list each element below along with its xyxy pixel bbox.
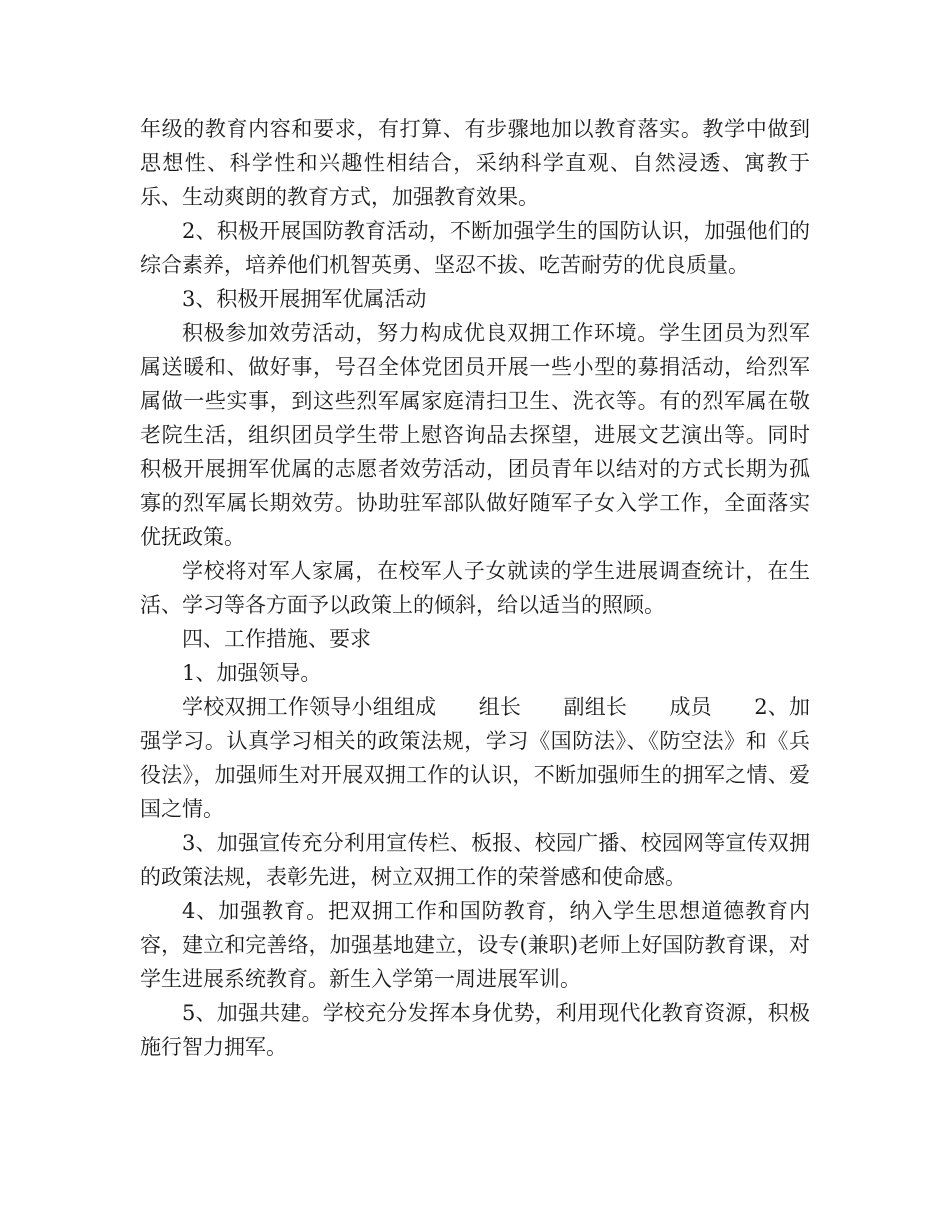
paragraph-education: 4、加强教育。把双拥工作和国防教育，纳入学生思想道德教育内容，建立和完善络，加强基地建立，设专(兼职)老师上好国防教育课，对学生进展系统教育。新生入学第一周进展军训。 <box>140 899 810 991</box>
paragraph-leadership: 1、加强领导。 <box>182 661 322 685</box>
paragraph-military-families: 学校将对军人家属，在校军人子女就读的学生进展调查统计，在生活、学习等各方面予以政策上的倾斜，给以适当的照顾。 <box>140 559 810 617</box>
paragraph-joint-building: 5、加强共建。学校充分发挥本身优势，利用现代化教育资源，积极施行智力拥军。 <box>140 1001 810 1059</box>
document-body <box>140 112 810 1064</box>
paragraph-service-activities: 积极参加效劳活动，努力构成优良双拥工作环境。学生团员为烈军属送暖和、做好事，号召全体党团员开展一些小型的募捐活动，给烈军属做一些实事，到这些烈军属家庭清扫卫生、洗衣等。有的烈军属在敬老院生活，组织团员学生带上慰咨询品去探望，进展文艺演出等。同时积极开展拥军优属的志愿者效劳活动，团员青年以结对的方式长期为孤寡的烈军属长期效劳。协助驻军部队做好随军子女入学工作，全面落实优抚政策。 <box>140 321 810 549</box>
section-heading-measures: 四、工作措施、要求 <box>182 627 371 651</box>
paragraph-national-defense: 2、积极开展国防教育活动，不断加强学生的国防认识，加强他们的综合素养，培养他们机智英勇、坚忍不拔、吃苦耐劳的优良质量。 <box>140 219 810 277</box>
paragraph-leadership-group: 学校双拥工作领导小组组成 组长 副组长 成员 2、加强学习。认真学习相关的政策法规，学习《国防法》、《防空法》和《兵役法》，加强师生对开展双拥工作的认识，不断加强师生的拥军之情、爱国之情。 <box>140 695 810 821</box>
paragraph-support-military-heading: 3、积极开展拥军优属活动 <box>182 287 427 311</box>
paragraph-education-content: 年级的教育内容和要求，有打算、有步骤地加以教育落实。教学中做到思想性、科学性和兴趣性相结合，采纳科学直观、自然浸透、寓教于乐、生动爽朗的教育方式，加强教育效果。 <box>140 117 810 209</box>
paragraph-publicity: 3、加强宣传充分利用宣传栏、板报、校园广播、校园网等宣传双拥的政策法规，表彰先进，树立双拥工作的荣誉感和使命感。 <box>140 831 810 889</box>
